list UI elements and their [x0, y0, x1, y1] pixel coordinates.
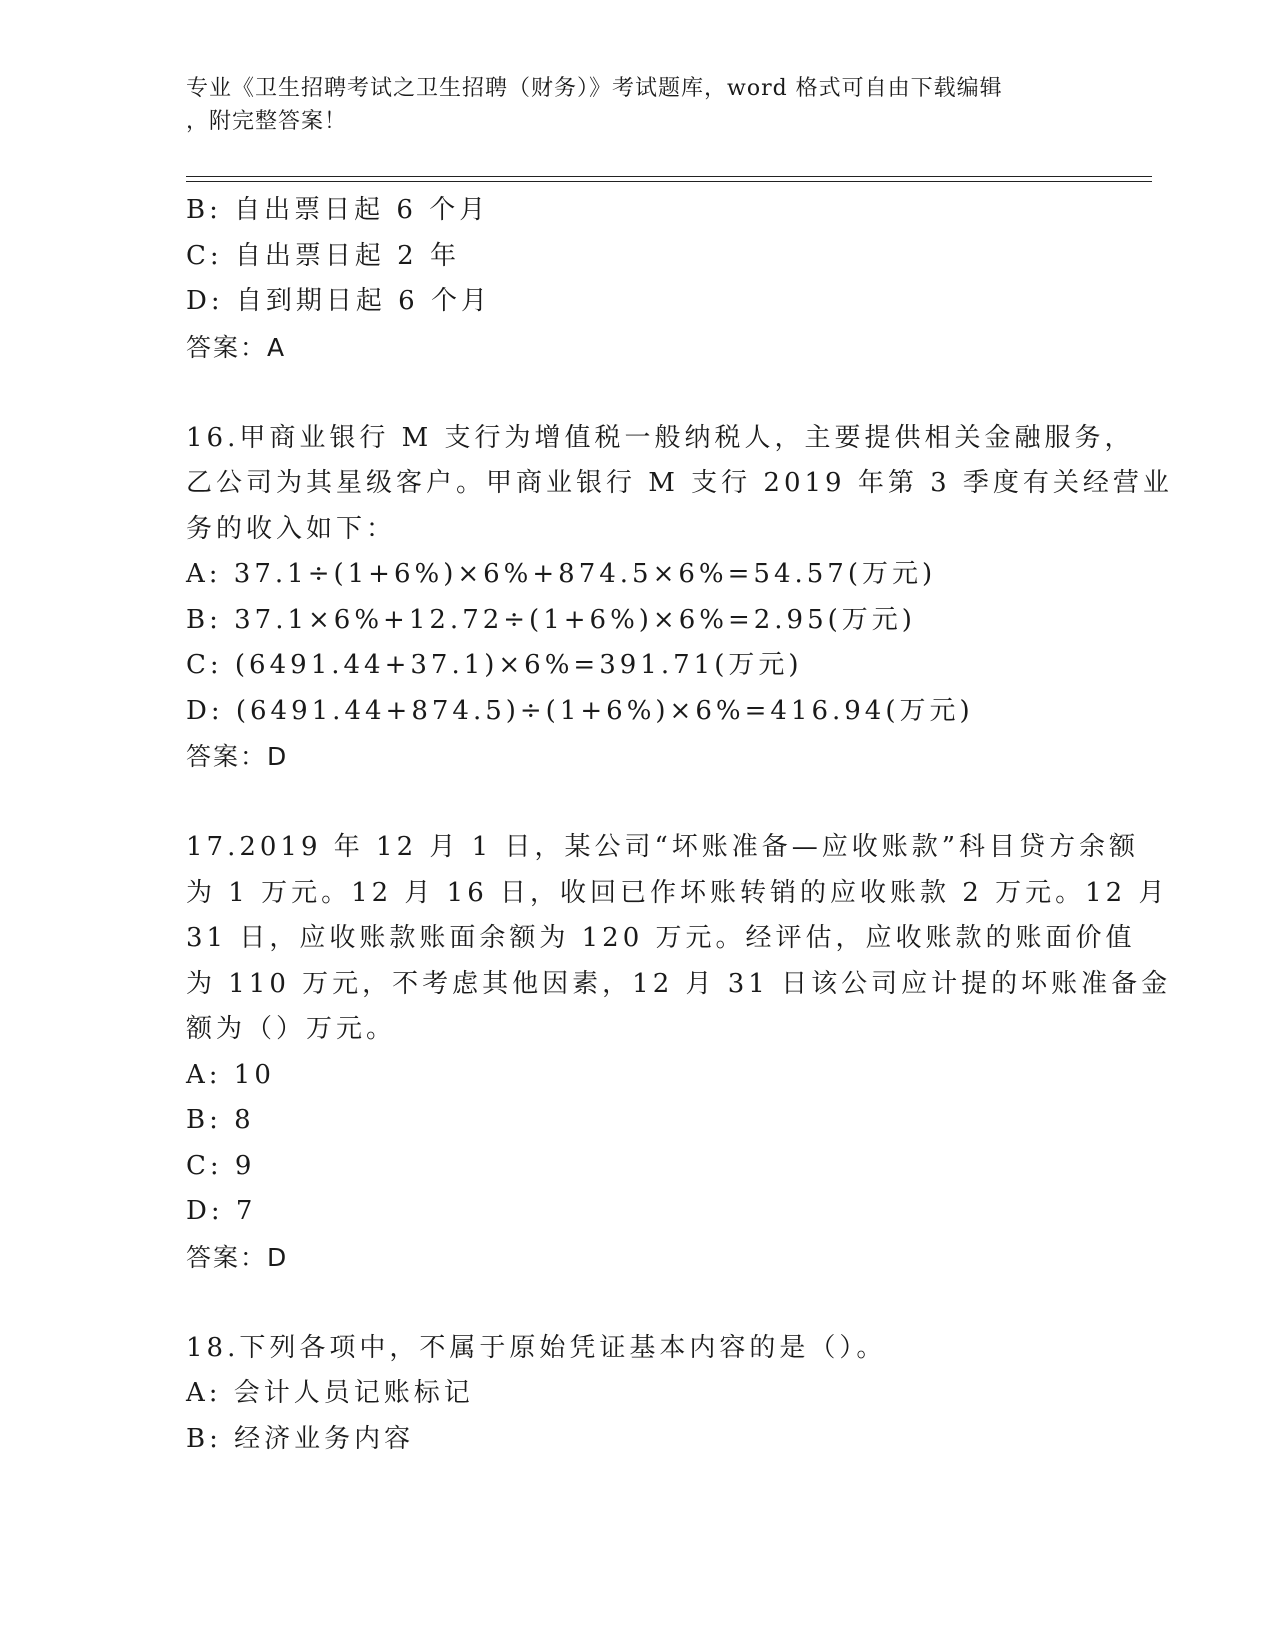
q17-answer: 答案：D — [186, 1242, 289, 1272]
spacer — [186, 370, 1086, 416]
q15-option-c: C: 自出票日起 2 年 — [186, 240, 460, 271]
q17-option-d: D: 7 — [186, 1196, 257, 1226]
header-rule-bottom — [186, 181, 1152, 182]
q18-stem: 18.下列各项中，不属于原始凭证基本内容的是（）。 — [186, 1332, 887, 1363]
document-body — [186, 188, 1173, 1462]
q18-option-a: A: 会计人员记账标记 — [186, 1378, 474, 1408]
q15-option-b: B: 自出票日起 6 个月 — [186, 195, 490, 225]
q17-option-b: B: 8 — [186, 1105, 255, 1135]
q17-stem-line: 为 1 万元。12 月 16 日，收回已作坏账转销的应收账款 2 万元。12 月 — [186, 877, 1169, 908]
q15-option-d: D: 自到期日起 6 个月 — [186, 286, 491, 316]
q17-stem-line: 额为（）万元。 — [186, 1014, 397, 1044]
header-line-2: ，附完整答案！ — [186, 109, 348, 134]
header-line-1: 专业《卫生招聘考试之卫生招聘（财务）》考试题库，word 格式可自由下载编辑 — [186, 76, 1003, 101]
q17-option-a: A: 10 — [186, 1059, 275, 1090]
q17-stem-line: 31 日，应收账款账面余额为 120 万元。经评估，应收账款的账面价值 — [186, 923, 1136, 953]
q17-stem-line: 17.2019 年 12 月 1 日，某公司“坏账准备—应收账款”科目贷方余额 — [186, 832, 1140, 862]
q16-stem-line: 16.甲商业银行 M 支行为增值税一般纳税人，主要提供相关金融服务， — [186, 422, 1135, 453]
q16-option-d: D: (6491.44+874.5)÷(1+6%)×6%=416.94(万元) — [186, 695, 974, 726]
question-18 — [186, 1326, 1086, 1463]
q16-answer: 答案：D — [186, 742, 289, 771]
document-header — [186, 72, 1066, 138]
question-16 — [186, 416, 1173, 780]
header-rule-top — [186, 176, 1152, 177]
q18-option-b: B: 经济业务内容 — [186, 1423, 415, 1454]
question-17 — [186, 825, 1172, 1280]
q16-stem-line: 务的收入如下： — [186, 513, 397, 544]
spacer — [186, 1280, 1086, 1326]
q16-option-b: B: 37.1×6%+12.72÷(1+6%)×6%=2.95(万元) — [186, 604, 916, 635]
q16-stem-line: 乙公司为其星级客户。甲商业银行 M 支行 2019 年第 3 季度有关经营业 — [186, 468, 1173, 498]
q16-option-c: C: (6491.44+37.1)×6%=391.71(万元) — [186, 650, 803, 680]
q17-stem-line: 为 110 万元，不考虑其他因素，12 月 31 日该公司应计提的坏账准备金 — [186, 968, 1172, 999]
question-15 — [186, 188, 1086, 370]
q16-option-a: A: 37.1÷(1+6%)×6%+874.5×6%=54.57(万元) — [186, 559, 937, 589]
q17-option-c: C: 9 — [186, 1150, 256, 1181]
q15-answer: 答案：A — [186, 332, 287, 362]
spacer — [186, 780, 1086, 826]
